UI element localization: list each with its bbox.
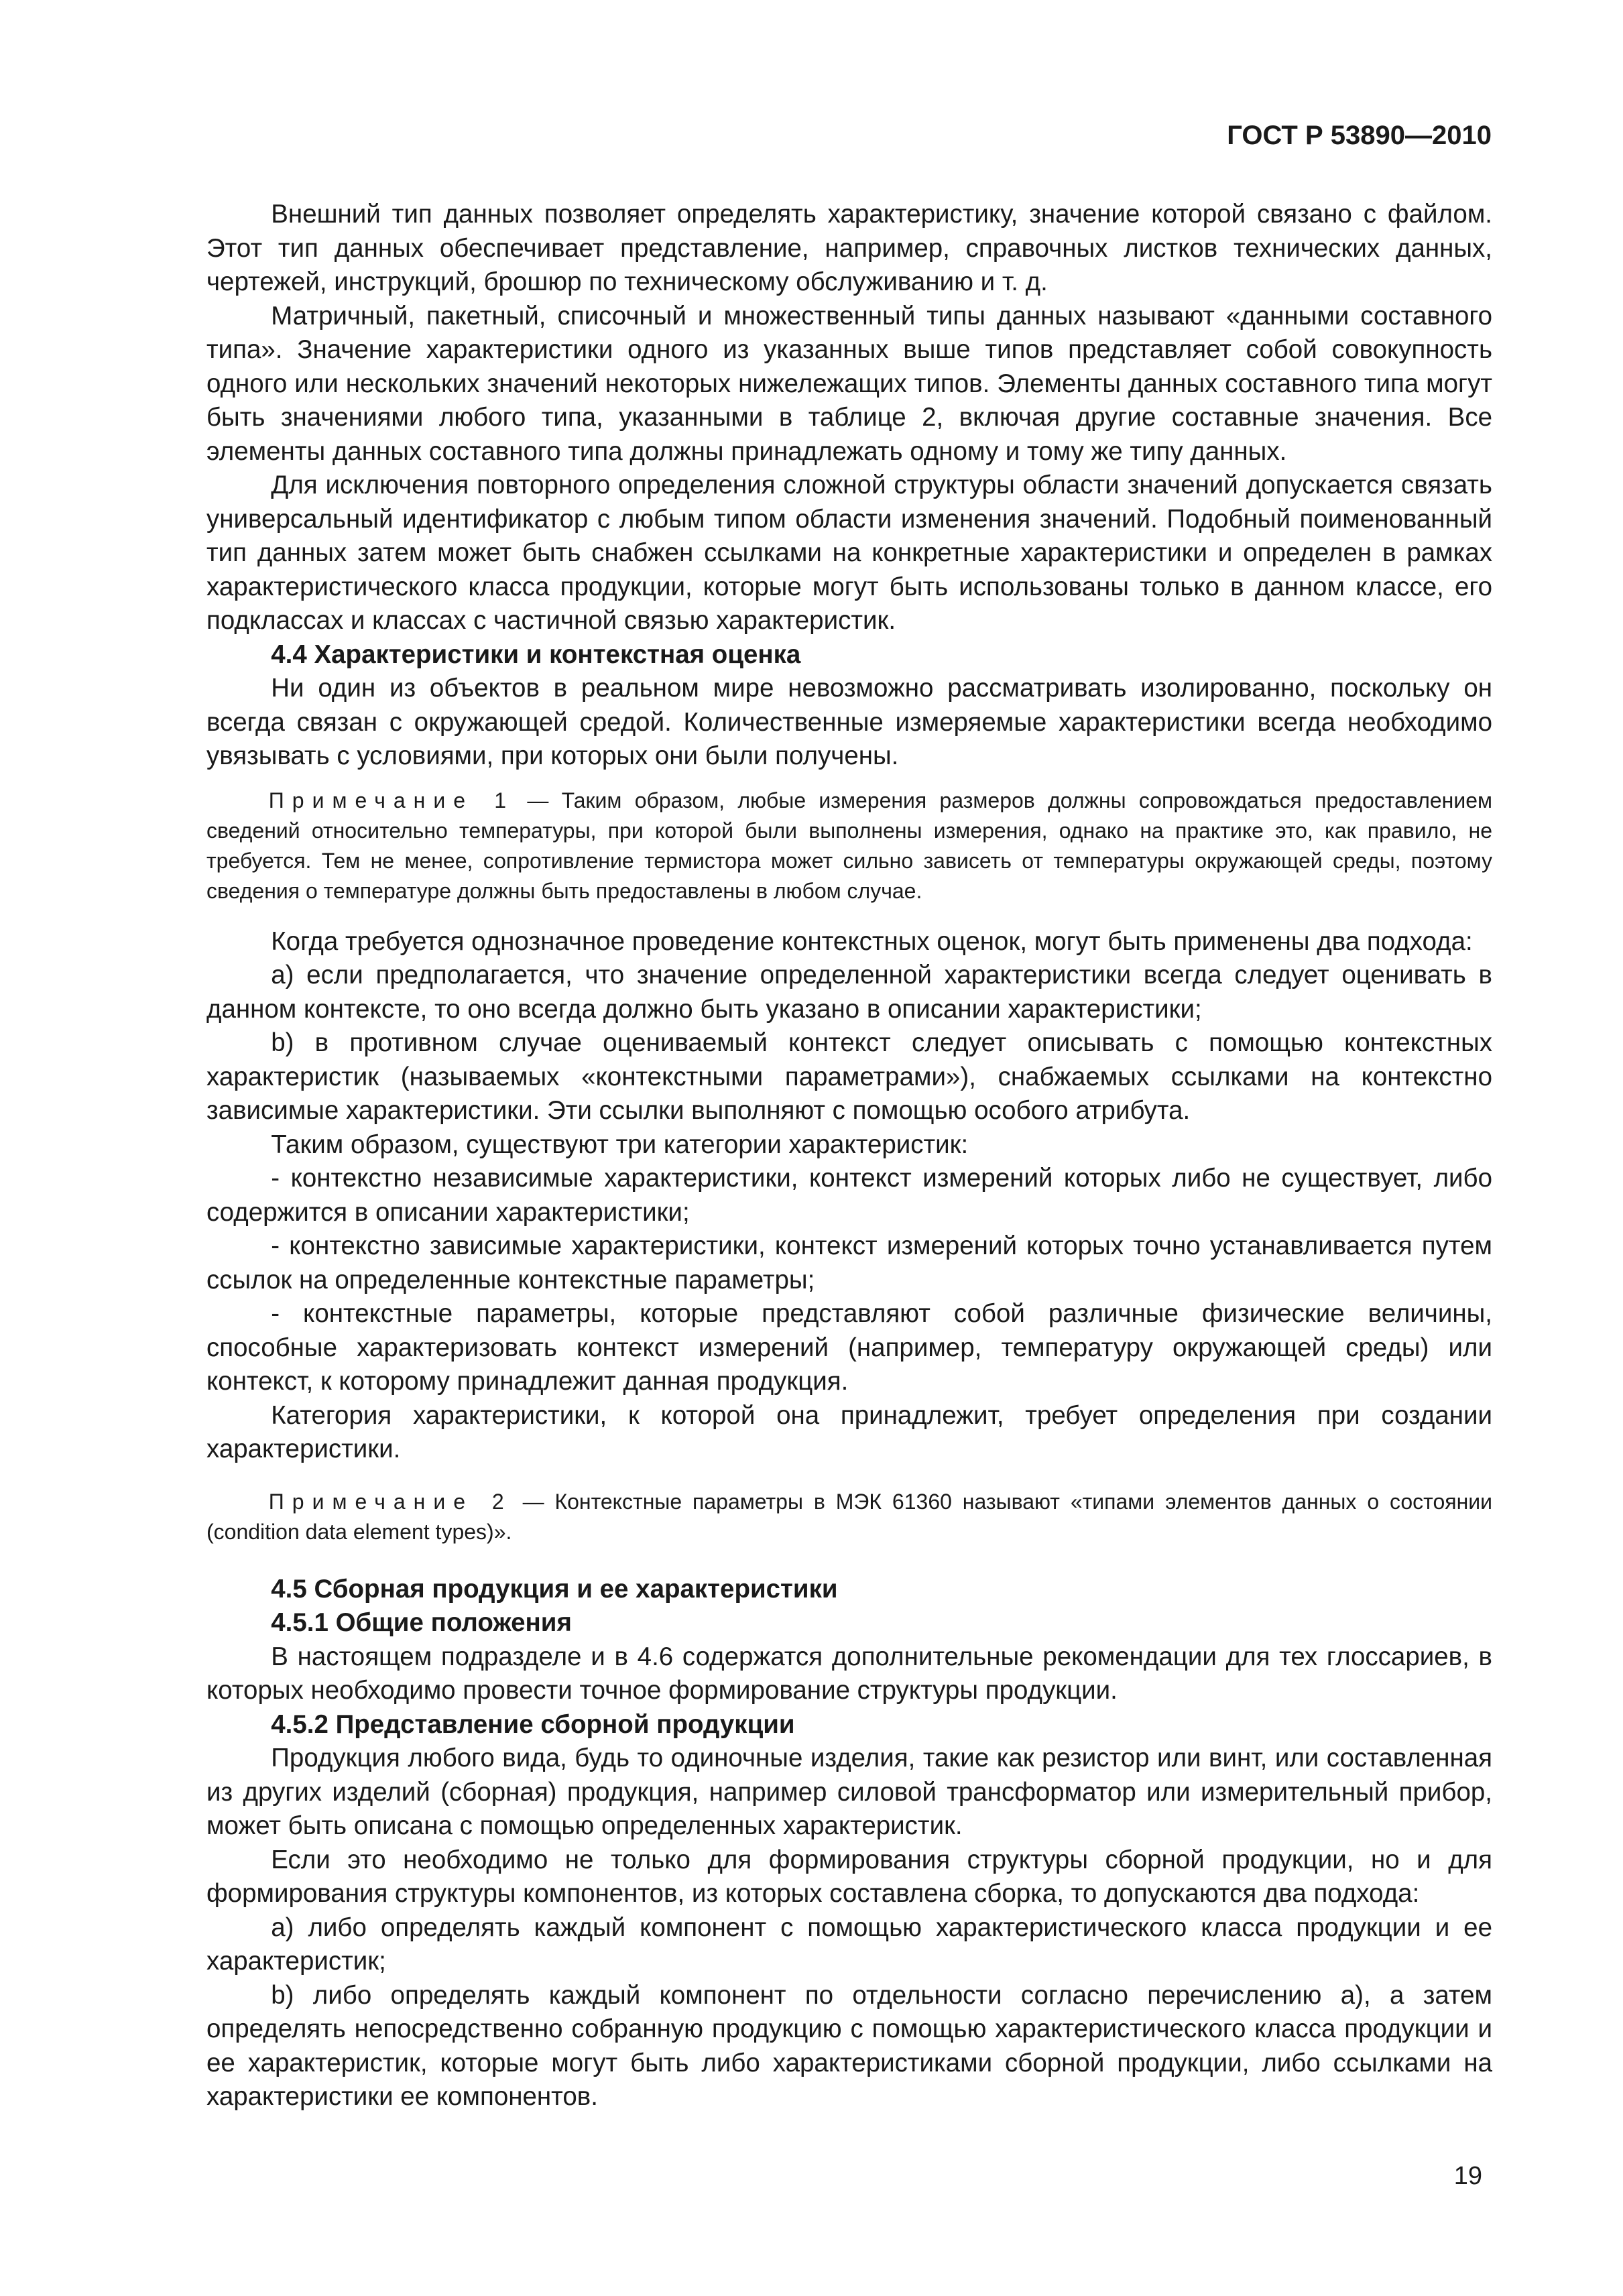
list-item-context-dependent: - контекстно зависимые характеристики, контекст измерений которых точно устанавливается путем ссылок на определенные контекстные параметры; xyxy=(206,1231,1492,1294)
section-heading-4-5-1: 4.5.1 Общие положения xyxy=(271,1608,572,1637)
standard-header: ГОСТ Р 53890—2010 xyxy=(1227,121,1492,150)
paragraph-universal-identifier: Для исключения повторного определения сложной структуры области значений допускается связать универсальный идентификатор с любым типом области изменения значений. Подобный поименованный тип данных затем может быть снабжен ссылками на конкретные характеристики и определен в рамках характеристического класса продукции, которые могут быть использованы только в данном классе, его подклассах и классах с частичной связью характеристик. xyxy=(206,471,1492,635)
section-heading-4-5-2: 4.5.2 Представление сборной продукции xyxy=(271,1709,795,1739)
paragraph-subsection-recommendations: В настоящем подразделе и в 4.6 содержатся дополнительные рекомендации для тех глоссариев, в которых необходимо провести точное формирование структуры продукции. xyxy=(206,1642,1492,1705)
paragraph-category-definition: Категория характеристики, к которой она принадлежит, требует определения при создании характеристики. xyxy=(206,1400,1492,1463)
paragraph-component-structure: Если это необходимо не только для формирования структуры сборной продукции, но и для формирования структуры компонентов, из которых составлена сборка, то допускаются два подхода: xyxy=(206,1845,1492,1908)
note-2 xyxy=(206,1487,1492,1547)
section-heading-4-4: 4.4 Характеристики и контекстная оценка xyxy=(271,640,801,669)
list-item-context-independent: - контекстно независимые характеристики, контекст измерений которых либо не существует, либо содержится в описании характеристики; xyxy=(206,1164,1492,1227)
page-number: 19 xyxy=(1453,2162,1482,2190)
list-item-b-component: b) либо определять каждый компонент по отдельности согласно перечислению а), а затем определять непосредственно собранную продукцию с помощью характеристического класса продукции и ее характеристик, которые могут быть либо характеристиками сборной продукции, либо ссылками на характеристики ее компонентов. xyxy=(206,1980,1492,2111)
paragraph-external-data-type: Внешний тип данных позволяет определять характеристику, значение которой связано с файлом. Этот тип данных обеспечивает представление, например, справочных листков технических данных, чертежей, инструкций, брошюр по техническому обслуживанию и т. д. xyxy=(206,200,1492,296)
note-1-text: — Таким образом, любые измерения размеров должны сопровождаться предоставлением сведений относительно температуры, при которой были выполнены измерения, однако на практике это, как правило, не требуется. Тем не менее, сопротивление термистора может сильно зависеть от температуры окружающей среды, поэтому сведения о температуре должны быть предоставлены в любом случае. xyxy=(206,788,1493,903)
note-2-label: Примечание 2 xyxy=(268,1489,512,1514)
note-1-label: Примечание 1 xyxy=(268,788,515,812)
page-body xyxy=(206,198,1492,2114)
note-2-text: — Контекстные параметры в МЭК 61360 называют «типами элементов данных о состоянии (condition data element types)». xyxy=(206,1489,1493,1544)
section-heading-4-5: 4.5 Сборная продукция и ее характеристики xyxy=(271,1574,838,1604)
paragraph-product-description: Продукция любого вида, будь то одиночные изделия, такие как резистор или винт, или составленная из других изделий (сборная) продукция, например силовой трансформатор или измерительный прибор, может быть описана с помощью определенных характеристик. xyxy=(206,1744,1492,1840)
paragraph-real-world-objects: Ни один из объектов в реальном мире невозможно рассматривать изолированно, поскольку он всегда связан с окружающей средой. Количественные измеряемые характеристики всегда необходимо увязывать с условиями, при которых они были получены. xyxy=(206,674,1492,770)
paragraph-two-approaches: Когда требуется однозначное проведение контекстных оценок, могут быть применены два подхода: xyxy=(271,926,1473,956)
list-item-a-context: а) если предполагается, что значение определенной характеристики всегда следует оценивать в данном контексте, то оно всегда должно быть указано в описании характеристики; xyxy=(206,961,1492,1024)
list-item-context-parameters: - контекстные параметры, которые представляют собой различные физические величины, способные характеризовать контекст измерений (например, температуру окружающей среды) или контекст, к которому принадлежит данная продукция. xyxy=(206,1299,1492,1396)
paragraph-composite-types: Матричный, пакетный, списочный и множественный типы данных называют «данными составного типа». Значение характеристики одного из указанных выше типов представляет собой совокупность одного или нескольких значений некоторых нижележащих типов. Элементы данных составного типа могут быть значениями любого типа, указанными в таблице 2, включая другие составные значения. Все элементы данных составного типа должны принадлежать одному и тому же типу данных. xyxy=(206,301,1492,466)
list-item-b-context: b) в противном случае оцениваемый контекст следует описывать с помощью контекстных характеристик (называемых «контекстными параметрами»), снабжаемых ссылками на контекстно зависимые характеристики. Эти ссылки выполняют с помощью особого атрибута. xyxy=(206,1028,1492,1125)
note-1 xyxy=(206,786,1492,906)
paragraph-three-categories: Таким образом, существуют три категории характеристик: xyxy=(271,1130,969,1159)
list-item-a-component: а) либо определять каждый компонент с помощью характеристического класса продукции и ее характеристик; xyxy=(206,1913,1492,1976)
